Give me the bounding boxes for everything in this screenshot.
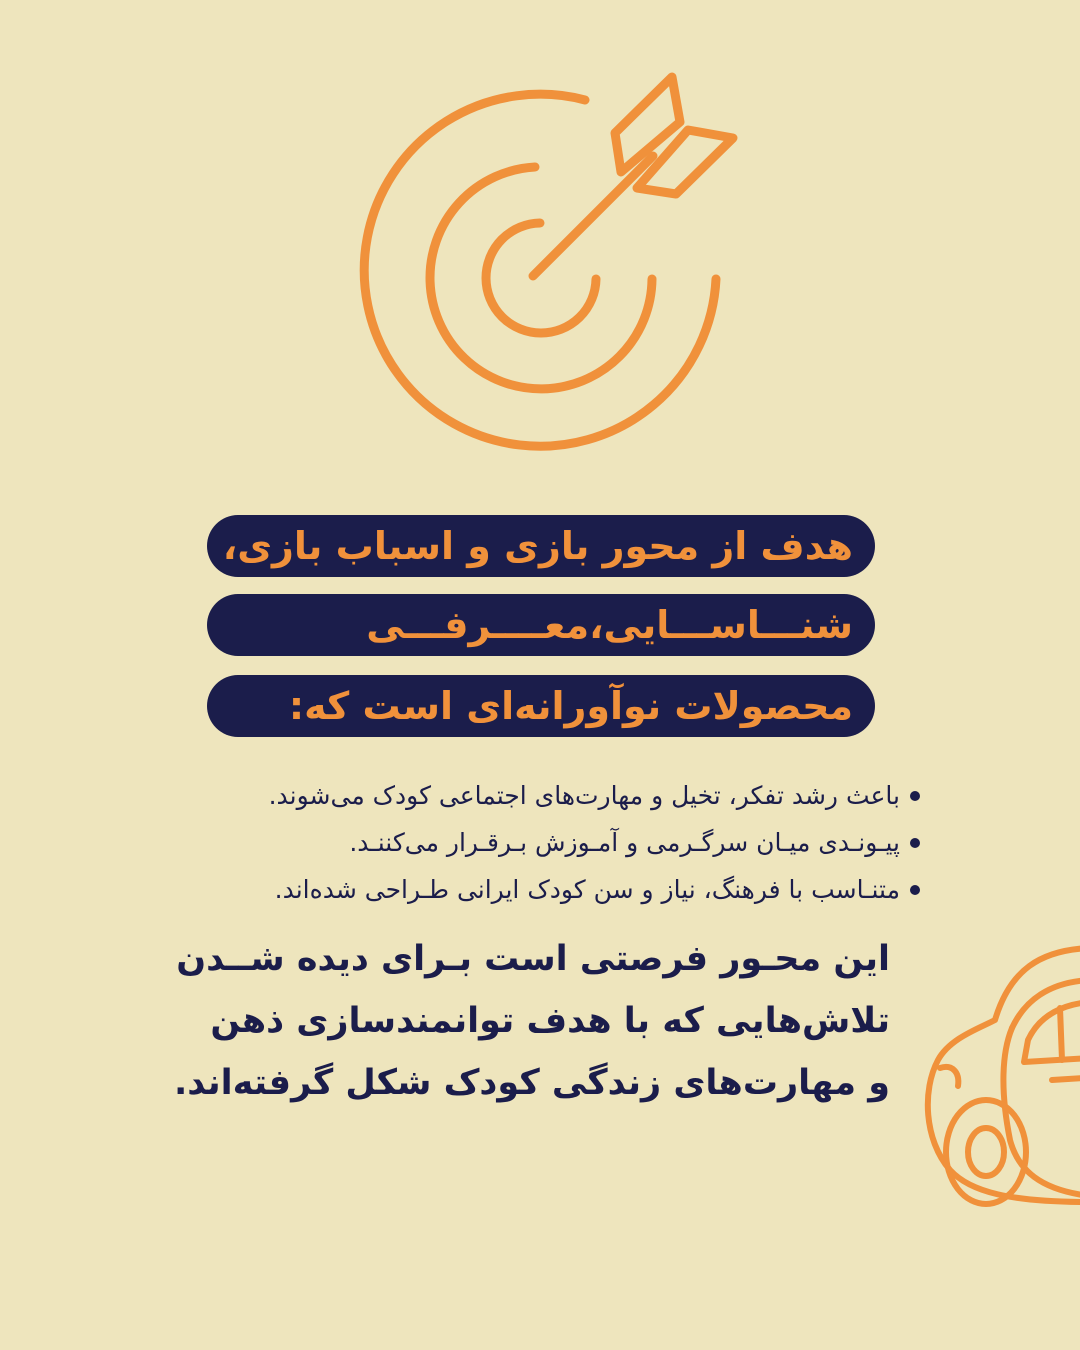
bullet-dot-icon	[910, 791, 920, 801]
benefits-list	[160, 772, 920, 913]
closing-line-2: تلاش‌هایی که با هدف توانمندسازی ذهن	[210, 1001, 890, 1041]
title-line-3: محصولات نوآورانه‌ای است که:	[207, 675, 875, 737]
title-line-1: هدف از محور بازی و اسباب بازی،	[207, 515, 875, 577]
bullet-text: متنـاسب با فرهنگ، نیاز و سن کودک ایرانی طـراحی شده‌اند.	[274, 875, 900, 904]
bullet-dot-icon	[910, 838, 920, 848]
bullet-text: باعث رشد تفکر، تخیل و مهارت‌های اجتماعی کودک می‌شوند.	[268, 781, 900, 810]
target-with-arrow-icon	[330, 60, 750, 480]
list-item	[160, 866, 920, 913]
list-item	[160, 819, 920, 866]
closing-line-3: و مهارت‌های زندگی کودک شکل گرفته‌اند.	[174, 1063, 890, 1103]
toy-car-icon	[900, 940, 1080, 1210]
title-line-2: شنـــاســـایی،معــــرفـــی	[207, 594, 875, 656]
bullet-text: پیـونـدی میـان سرگـرمی و آمـوزش بـرقـرار می‌کننـد.	[349, 828, 900, 857]
closing-paragraph	[174, 928, 890, 1114]
bullet-dot-icon	[910, 885, 920, 895]
closing-line-1: این محـور فرصتی است بـرای دیده شــدن	[176, 939, 890, 979]
list-item	[160, 772, 920, 819]
